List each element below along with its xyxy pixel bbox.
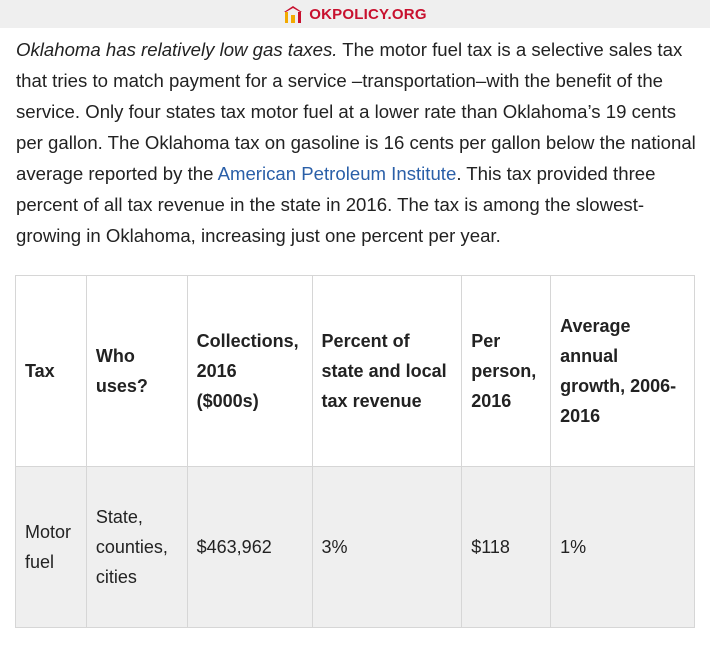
header-percent-revenue: Percent of state and local tax revenue (312, 276, 462, 467)
article-paragraph (16, 34, 700, 251)
cell-who-uses: State, counties, cities (86, 467, 187, 628)
table-row (16, 467, 695, 628)
site-brand[interactable] (283, 4, 426, 24)
header-who-uses: Who uses? (86, 276, 187, 467)
table-header-row (16, 276, 695, 467)
header-tax: Tax (16, 276, 87, 467)
cell-tax: Motor fuel (16, 467, 87, 628)
site-name: OKPOLICY.ORG (309, 5, 427, 23)
cell-average-growth: 1% (551, 467, 695, 628)
cell-per-person: $118 (462, 467, 551, 628)
header-collections: Collections, 2016 ($000s) (187, 276, 312, 467)
cell-collections: $463,962 (187, 467, 312, 628)
lead-sentence: Oklahoma has relatively low gas taxes. (16, 39, 338, 60)
okpolicy-logo-icon (283, 4, 303, 24)
tax-table (15, 275, 695, 628)
site-header-bar (0, 0, 710, 28)
header-average-growth: Average annual growth, 2006-2016 (551, 276, 695, 467)
header-per-person: Per person, 2016 (462, 276, 551, 467)
api-link[interactable]: American Petroleum Institute (217, 163, 457, 184)
cell-percent-revenue: 3% (312, 467, 462, 628)
paragraph-text-2: . This tax provided three percent of all tax revenue in the state in 2016. The tax is among the slowest-growing in Oklahoma, increasing just one percent per year. (16, 163, 656, 246)
paragraph-text-1: The motor fuel tax is a selective sales tax that tries to match payment for a service –transportation–with the benefit of the service. Only four states tax motor fuel at a lower rate than Oklahoma’s 19 cents per gallon. The Oklahoma tax on gasoline is 16 cents per gallon below the national average reported by the (16, 39, 696, 184)
